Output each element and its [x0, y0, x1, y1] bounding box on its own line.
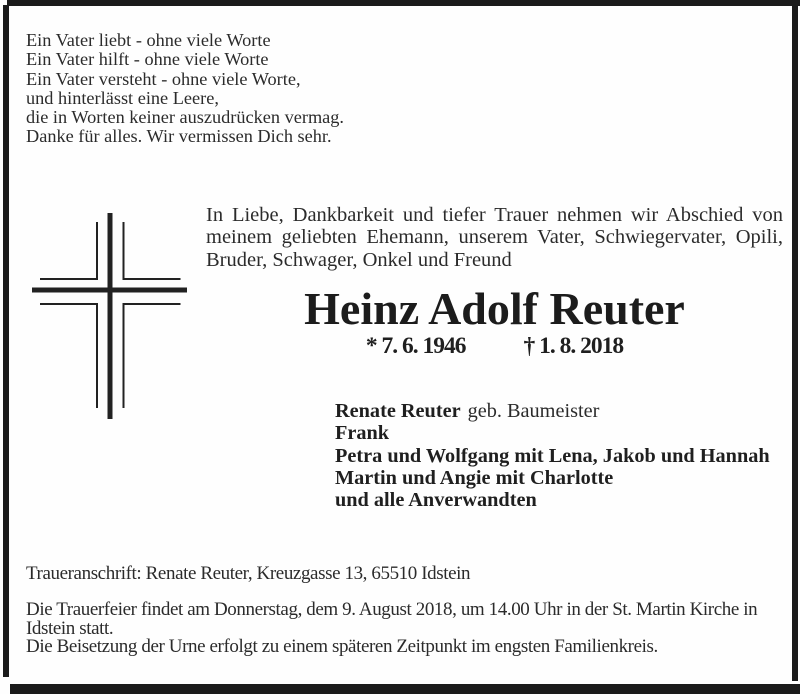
mourner-maiden-name: geb. Baumeister	[467, 400, 600, 422]
poem-line: Ein Vater liebt - ohne viele Worte	[26, 30, 271, 50]
mourners-list	[335, 400, 770, 511]
funeral-info	[26, 601, 757, 657]
mourner-line: Martin und Angie mit Charlotte	[335, 466, 614, 489]
poem-line: Ein Vater hilft - ohne viele Worte	[26, 49, 269, 70]
deceased-name: Heinz Adolf Reuter	[304, 283, 685, 334]
farewell-line: In Liebe, Dankbarkeit und tiefer Trauer nehmen wir Abschied von	[206, 204, 783, 226]
mourning-address: Traueranschrift: Renate Reuter, Kreuzgasse 13, 65510 Idstein	[26, 563, 471, 584]
poem-line: Danke für alles. Wir vermissen Dich sehr.	[26, 126, 332, 147]
mourner-name: Renate Reuter	[335, 400, 461, 422]
death-date: † 1. 8. 2018	[523, 333, 624, 359]
farewell-line: meinem geliebten Ehemann, unserem Vater, Schwiegervater, Opili,	[206, 226, 783, 249]
frame-border-right	[792, 0, 798, 681]
birth-date: * 7. 6. 1946	[365, 333, 466, 359]
farewell-line: Bruder, Schwager, Onkel und Freund	[206, 248, 512, 271]
life-dates	[206, 334, 783, 358]
funeral-line: Die Beisetzung der Urne erfolgt zu einem späteren Zeitpunkt im engsten Familienkreis.	[26, 636, 658, 658]
poem-line: und hinterlässt eine Leere,	[26, 87, 219, 108]
funeral-line: Idstein statt.	[26, 617, 114, 639]
farewell-text	[206, 204, 783, 271]
poem-line: Ein Vater versteht - ohne viele Worte,	[26, 68, 301, 89]
mourner-line: Petra und Wolfgang mit Lena, Jakob und Hannah	[335, 444, 770, 467]
poem-line: die in Worten keiner auszudrücken vermag.	[26, 107, 344, 128]
memorial-poem	[26, 31, 344, 147]
mourner-line: und alle Anverwandten	[335, 489, 537, 512]
mourner-line	[335, 400, 770, 422]
memorial-cross-icon	[28, 208, 196, 420]
funeral-line: Die Trauerfeier findet am Donnerstag, dem 9. August 2018, um 14.00 Uhr in der St. Martin Kirche in	[26, 599, 758, 620]
frame-border-top	[7, 0, 800, 6]
frame-border-bottom	[10, 684, 800, 694]
frame-border-left	[3, 5, 9, 677]
mourner-line: Frank	[335, 422, 390, 445]
